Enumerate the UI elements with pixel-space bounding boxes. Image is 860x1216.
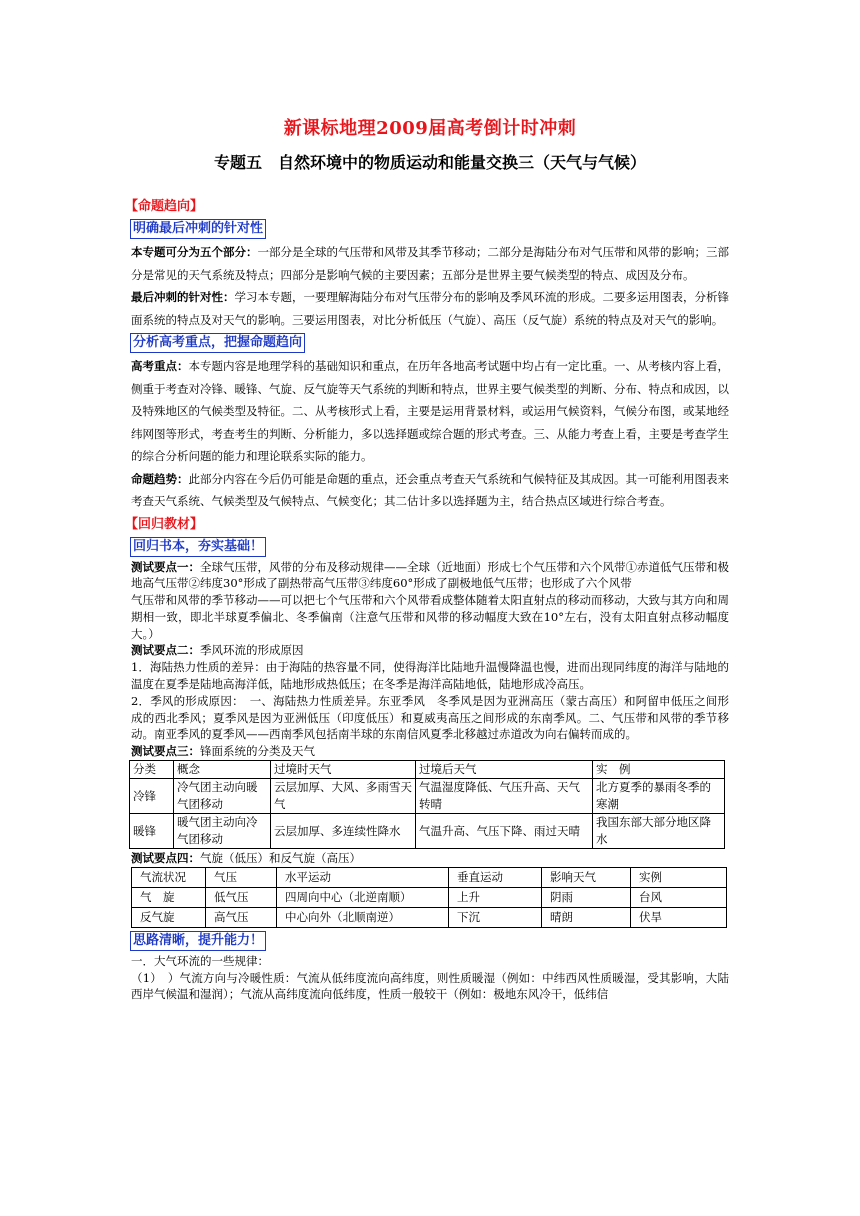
- table-cell: 我国东部大部分地区降水: [593, 814, 725, 849]
- table-header-row: [130, 761, 725, 779]
- table-header-cell: 分类: [130, 761, 174, 779]
- paragraph-text: 学习本专题，一要理解海陆分布对气压带分布的影响及季风环流的形成。二要多运用图表，分析锋面系统的特点及对天气的影响。三要运用图表，对比分析低压（气旋）、高压（反气旋）系统的特点及对天气的影响。: [131, 290, 729, 327]
- section-heading-trend: 【命题趋向】: [125, 199, 204, 214]
- document-title: 新课标地理2009届高考倒计时冲刺: [283, 118, 577, 139]
- document-subtitle: 专题五 自然环境中的物质运动和能量交换三（天气与气候）: [213, 153, 646, 172]
- table-cell: 阴雨: [542, 887, 631, 907]
- paragraph-label: 命题趋势：: [131, 471, 189, 486]
- table-cell: 下沉: [449, 907, 542, 927]
- table-cell: 高气压: [206, 907, 277, 927]
- front-systems-table: [129, 760, 725, 849]
- paragraph-parts: [131, 241, 729, 286]
- table-cell: 气温湿度降低、气压升高、天气转晴: [416, 779, 593, 814]
- paragraph-final-sprint: [131, 286, 729, 331]
- point-text: 季风环流的形成原因: [200, 643, 304, 658]
- table-cell: 上升: [449, 887, 542, 907]
- table-header-cell: 实 例: [593, 761, 725, 779]
- point-label: 测试要点二：: [131, 643, 200, 658]
- table-header-cell: 气流状况: [132, 867, 206, 887]
- test-point-2-item-2: 2．季风的形成原因： 一、海陆热力性质差异。东亚季风 冬季风是因为亚洲高压（蒙古高压）和阿留申低压之间形成的西北季风；夏季风是因为亚洲低压（印度低压）和夏威夷高压之间形成的东南季风。二、气压带和风带的季节移动。南亚季风的夏季风——西南季风包括南半球的东南信风夏季北移越过赤道改为向右偏转而成的。: [131, 693, 729, 742]
- table-cell: 气 旋: [132, 887, 206, 907]
- table-cell: 低气压: [206, 887, 277, 907]
- paragraph-text: 本专题内容是地理学科的基础知识和重点，在历年各地高考试题中均占有一定比重。一、从考核内容上看，侧重于考查对冷锋、暖锋、气旋、反气旋等天气系统的判断和特点，世界主要气候类型的判断、分布、特点和成因，以及特殊地区的气候类型及特征。二、从考核形式上看，主要是运用背景材料，或运用气候资料，气候分布图，或某地经纬网图等形式，考查考生的判断、分析能力，多以选择题或综合题的形式考查。三、从能力考查上看，主要是考查学生的综合分析问题的能力和理论联系实际的能力。: [131, 359, 729, 463]
- table-cell: 云层加厚、多连续性降水: [271, 814, 416, 849]
- table-cell: 暖气团主动向冷气团移动: [174, 814, 271, 849]
- table-header-cell: 气压: [206, 867, 277, 887]
- table-header-cell: 垂直运动: [449, 867, 542, 887]
- table-header-row: [132, 867, 727, 887]
- paragraph-label: 最后冲刺的针对性：: [131, 290, 235, 304]
- test-point-1: [131, 559, 729, 593]
- rule-1: （1） ）气流方向与冷暖性质：气流从低纬度流向高纬度，则性质暖湿（例如：中纬西风性质暖湿，受其影响，大陆西岸气候温和湿润）；气流从高纬度流向低纬度，性质一般较干（例如：极地东风冷干，低纬信: [131, 970, 729, 1002]
- test-point-2-item-1: 1．海陆热力性质的差异：由于海陆的热容量不同，使得海洋比陆地升温慢降温也慢，进而出现同纬度的海洋与陆地的温度在夏季是陆地高海洋低，陆地形成热低压；在冬季是海洋高陆地低，陆地形成冷高压。: [131, 660, 729, 692]
- test-point-2: [131, 642, 729, 659]
- point-text: 全球气压带，风带的分布及移动规律——全球（近地面）形成七个气压带和六个风带①赤道低气压带和极地高气压带②纬度30°形成了副热带高气压带③纬度60°形成了副极地低气压带；也形成了六个风带: [131, 559, 729, 591]
- table-cell: 暖锋: [130, 814, 174, 849]
- paragraph-trend: [131, 468, 729, 513]
- table-cell: 反气旋: [132, 907, 206, 927]
- boxed-heading-ability: 思路清晰，提升能力！: [130, 931, 266, 951]
- boxed-heading-basics: 回归书本，夯实基础！: [130, 537, 266, 557]
- table-header-cell: 影响天气: [542, 867, 631, 887]
- paragraph-text: 此部分内容在今后仍可能是命题的重点，还会重点考查天气系统和气候特征及其成因。其一可能利用图表来考查天气系统、气候类型及气候特点、气候变化；其二估计多以选择题为主，结合热点区域进行综合考查。: [131, 471, 729, 508]
- test-point-3: [131, 743, 729, 760]
- boxed-heading-key-points: 分析高考重点，把握命题趋向: [130, 333, 305, 353]
- test-point-4: [131, 850, 729, 867]
- table-header-cell: 概念: [174, 761, 271, 779]
- document-body: [125, 195, 729, 1003]
- point-text: 锋面系统的分类及天气: [200, 744, 315, 759]
- paragraph-text: 一部分是全球的气压带和风带及其季节移动；二部分是海陆分布对气压带和风带的影响；三部分是常见的天气系统及特点；四部分是影响气候的主要因素；五部分是世界主要气候类型的特点、成因及分布。: [131, 245, 729, 282]
- test-point-1-continued: 气压带和风带的季节移动——可以把七个气压带和六个风带看成整体随着太阳直射点的移动而移动，大致与其方向和周期相一致，即北半球夏季偏北、冬季偏南（注意气压带和风带的移动幅度大致在10°左右，没有太阳直射点移动幅度大。）: [131, 593, 729, 641]
- point-label: 测试要点四：: [131, 851, 200, 866]
- table-cell: 冷气团主动向暖气团移动: [174, 779, 271, 814]
- table-row: [132, 887, 727, 907]
- table-cell: 冷锋: [130, 779, 174, 814]
- table-cell: 晴朗: [542, 907, 631, 927]
- table-row: [130, 814, 725, 849]
- table-header-cell: 水平运动: [277, 867, 449, 887]
- table-cell: 中心向外（北顺南逆）: [277, 907, 449, 927]
- point-text: 气旋（低压）和反气旋（高压）: [200, 851, 361, 866]
- table-header-cell: 过境时天气: [271, 761, 416, 779]
- table-cell: 气温升高、气压下降、雨过天晴: [416, 814, 593, 849]
- cyclone-table: [131, 867, 727, 928]
- table-cell: 四周向中心（北逆南顺）: [277, 887, 449, 907]
- boxed-heading-focus: 明确最后冲刺的针对性: [130, 219, 266, 239]
- table-cell: 北方夏季的暴雨冬季的寒潮: [593, 779, 725, 814]
- section-heading-textbook: 【回归教材】: [125, 516, 204, 532]
- paragraph-exam-focus: [131, 355, 729, 468]
- table-row: [132, 907, 727, 927]
- table-header-cell: 实例: [631, 867, 727, 887]
- point-label: 测试要点一：: [131, 559, 200, 574]
- paragraph-label: 高考重点：: [131, 359, 189, 373]
- rules-heading: 一．大气环流的一些规律：: [131, 953, 269, 968]
- table-cell: 伏旱: [631, 907, 727, 927]
- table-cell: 云层加厚、大风、多雨雪天气: [271, 779, 416, 814]
- table-header-cell: 过境后天气: [416, 761, 593, 779]
- point-label: 测试要点三：: [131, 744, 200, 759]
- paragraph-label: 本专题可分为五个部分：: [131, 245, 258, 259]
- table-row: [130, 779, 725, 814]
- table-cell: 台风: [631, 887, 727, 907]
